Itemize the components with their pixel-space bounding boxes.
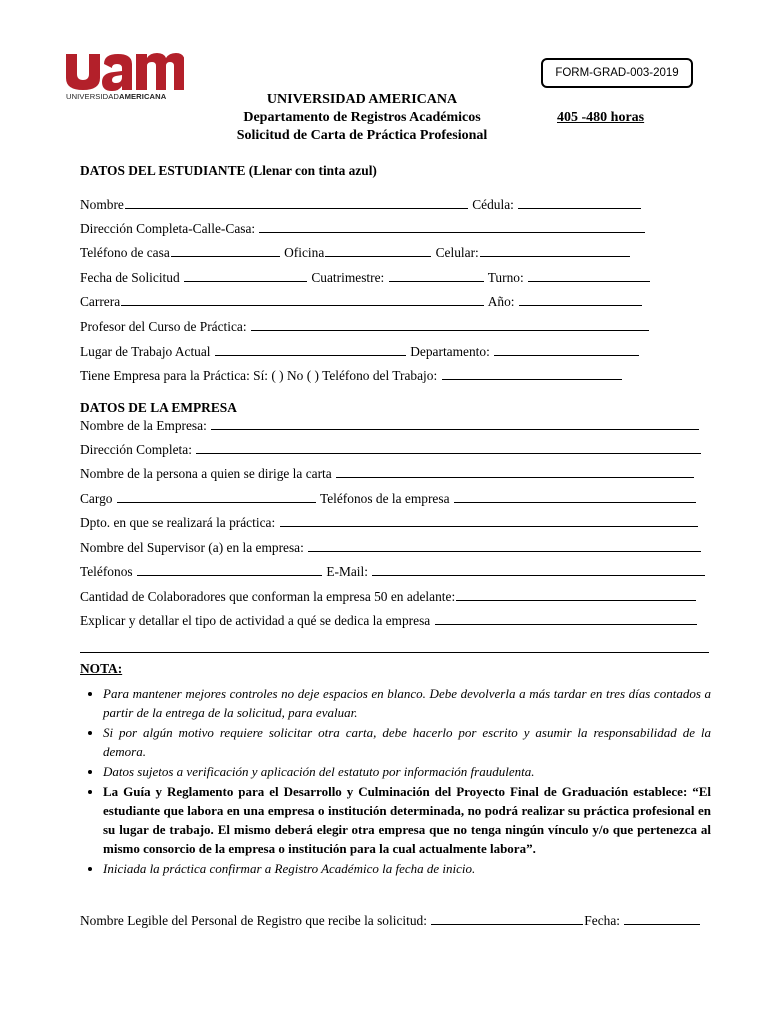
logo-wordmark: UNIVERSIDADAMERICANA	[66, 92, 167, 101]
celular-field[interactable]	[480, 244, 630, 257]
telefono-trabajo-field[interactable]	[442, 367, 622, 380]
profesor-field[interactable]	[251, 318, 649, 331]
colaboradores-field[interactable]	[456, 588, 696, 601]
telefono-casa-field[interactable]	[171, 244, 280, 257]
tiene-empresa-label: Tiene Empresa para la Práctica: Sí: ( ) No ( ) Teléfono del Trabajo:	[80, 368, 441, 383]
departamento-label: Departamento:	[406, 344, 494, 359]
departamento-field[interactable]	[494, 343, 639, 356]
hours-label: 405 -480 horas	[557, 110, 645, 125]
empresa-nombre-label: Nombre de la Empresa:	[80, 418, 211, 433]
direccion-field[interactable]	[259, 220, 645, 233]
dpto-field[interactable]	[280, 514, 698, 527]
turno-label: Turno:	[484, 270, 528, 285]
nota-item: • La Guía y Reglamento para el Desarrollo y Culminación del Proyecto Final de Graduación establece: “El estudiante que labora en una empresa o institución determinada, no podrá realizar su práctica profesional en su lugar de trabajo. El mismo deberá elegir otra empresa que no tenga ningún vínculo y/o que pertenezca al mismo consorcio de la empresa o institución para la cual actualmente labora”.	[103, 782, 711, 858]
nombre-label: Nombre	[80, 197, 124, 212]
nota-item: • Iniciada la práctica confirmar a Registro Académico la fecha de inicio.	[103, 859, 711, 878]
cuatrimestre-field[interactable]	[389, 269, 484, 282]
anio-label: Año:	[485, 294, 518, 309]
row-lugar-trabajo	[80, 343, 640, 360]
row-telefonos-email	[80, 563, 706, 580]
row-cargo	[80, 490, 697, 507]
supervisor-field[interactable]	[308, 539, 701, 552]
row-dpto	[80, 514, 699, 531]
empresa-direccion-label: Dirección Completa:	[80, 442, 196, 457]
persona-field[interactable]	[336, 465, 694, 478]
row-actividad	[80, 612, 698, 629]
telefono-casa-label: Teléfono de casa	[80, 245, 170, 260]
fecha-label: Fecha:	[584, 913, 624, 928]
fecha-field[interactable]	[624, 912, 700, 925]
uam-logo-mark	[66, 52, 184, 92]
email-label: E-Mail:	[322, 564, 372, 579]
row-tiene-empresa	[80, 367, 623, 384]
nota-item: • Datos sujetos a verificación y aplicación del estatuto por información fraudulenta.	[103, 762, 711, 781]
dpto-label: Dpto. en que se realizará la práctica:	[80, 515, 279, 530]
direccion-label: Dirección Completa-Calle-Casa:	[80, 221, 259, 236]
nota-item: • Si por algún motivo requiere solicitar otra carta, debe hacerlo por escrito y asumir la responsabilidad de la demora.	[103, 723, 711, 761]
nombre-field[interactable]	[125, 196, 468, 209]
row-nombre	[80, 196, 642, 213]
lugar-trabajo-field[interactable]	[215, 343, 406, 356]
student-section-title: DATOS DEL ESTUDIANTE (Llenar con tinta azul)	[80, 163, 377, 178]
cedula-field[interactable]	[518, 196, 641, 209]
anio-field[interactable]	[519, 293, 642, 306]
telefonos-label: Teléfonos	[80, 564, 136, 579]
carrera-label: Carrera	[80, 294, 121, 309]
carrera-field[interactable]	[121, 293, 484, 306]
actividad-field[interactable]	[435, 612, 697, 625]
profesor-label: Profesor del Curso de Práctica:	[80, 319, 250, 334]
row-empresa-direccion	[80, 441, 702, 458]
row-telefonos	[80, 244, 631, 261]
row-supervisor	[80, 539, 702, 556]
row-direccion	[80, 220, 646, 237]
row-receiver	[80, 912, 701, 929]
company-section-title: DATOS DE LA EMPRESA	[80, 400, 237, 415]
nota-list	[80, 684, 711, 879]
lugar-trabajo-label: Lugar de Trabajo Actual	[80, 344, 214, 359]
empresa-direccion-field[interactable]	[196, 441, 701, 454]
department-title: Departamento de Registros Académicos	[243, 110, 481, 125]
actividad-field-continuation[interactable]	[80, 652, 709, 653]
cargo-field[interactable]	[117, 490, 316, 503]
persona-label: Nombre de la persona a quien se dirige la carta	[80, 466, 336, 481]
cuatrimestre-label: Cuatrimestre:	[308, 270, 388, 285]
turno-field[interactable]	[528, 269, 650, 282]
actividad-label: Explicar y detallar el tipo de actividad a qué se dedica la empresa	[80, 613, 434, 628]
row-empresa-nombre	[80, 417, 700, 434]
oficina-label: Oficina	[280, 245, 325, 260]
cargo-label: Cargo	[80, 491, 116, 506]
email-field[interactable]	[372, 563, 705, 576]
receiver-label: Nombre Legible del Personal de Registro que recibe la solicitud:	[80, 913, 431, 928]
oficina-field[interactable]	[325, 244, 431, 257]
form-code-badge: FORM-GRAD-003-2019	[541, 58, 693, 88]
nota-title: NOTA:	[80, 661, 123, 676]
row-colaboradores	[80, 588, 697, 605]
fecha-solicitud-field[interactable]	[184, 269, 307, 282]
nota-item: • Para mantener mejores controles no deje espacios en blanco. Debe devolverla a más tardar en tres días contados a partir de la entrega de la solicitud, para evaluar.	[103, 684, 711, 722]
request-title: Solicitud de Carta de Práctica Profesional	[236, 128, 488, 143]
fecha-solicitud-label: Fecha de Solicitud	[80, 270, 184, 285]
row-persona	[80, 465, 695, 482]
supervisor-label: Nombre del Supervisor (a) en la empresa:	[80, 540, 308, 555]
telefonos-empresa-field[interactable]	[454, 490, 696, 503]
telefonos-empresa-label: Teléfonos de la empresa	[316, 491, 453, 506]
colaboradores-label: Cantidad de Colaboradores que conforman la empresa 50 en adelante:	[80, 589, 456, 604]
celular-label: Celular:	[432, 245, 479, 260]
telefonos-field[interactable]	[137, 563, 322, 576]
university-title: UNIVERSIDAD AMERICANA	[266, 92, 458, 107]
row-carrera	[80, 293, 643, 310]
empresa-nombre-field[interactable]	[211, 417, 699, 430]
cedula-label: Cédula:	[468, 197, 518, 212]
receiver-field[interactable]	[431, 912, 583, 925]
row-profesor	[80, 318, 650, 335]
row-fecha	[80, 269, 651, 286]
